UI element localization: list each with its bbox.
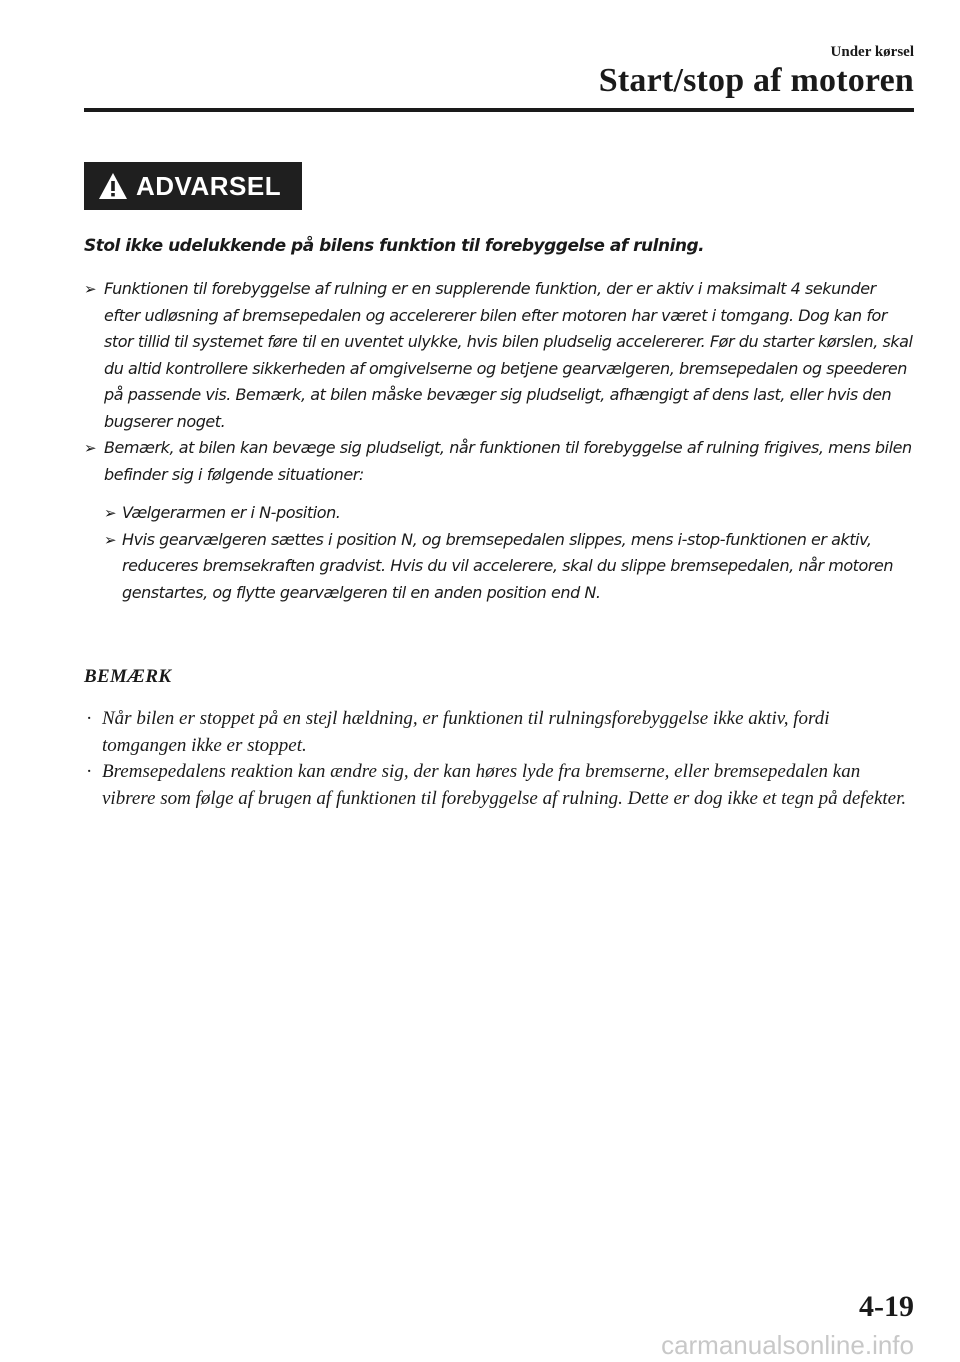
warning-subitem-text: Hvis gearvælgeren sættes i position N, og bremsepedalen slippes, mens i-stop-funktionen er aktiv, reduceres bremsekraften gradvist. Hvis du vil accelerere, skal du slippe bremsepedalen, når motoren genstartes, og flytte gearvælgeren til en anden position end N.	[122, 529, 894, 602]
page-title: Start/stop af motoren	[598, 62, 914, 99]
note-item-text: Bremsepedalens reaktion kan ændre sig, der kan høres lyde fra bremserne, eller bremsepedalen kan vibrere som følge af brugen af funktionen til forebyggelse af rulning. Dette er dog ikke et tegn på defekter.	[102, 761, 907, 809]
note-item-text: Når bilen er stoppet på en stejl hældning, er funktionen til rulningsforebyggelse ikke aktiv, fordi tomgangen ikke er stoppet.	[102, 708, 830, 756]
list-item	[84, 759, 914, 812]
page-number: 4-19	[859, 1290, 914, 1323]
warning-triangle-icon	[98, 172, 128, 200]
list-item	[104, 527, 914, 607]
list-item	[84, 435, 914, 488]
bullet-dot-icon: ·	[86, 761, 93, 782]
warning-badge	[84, 162, 302, 210]
arrow-bullet-icon: ➢	[104, 504, 117, 522]
warning-list	[84, 276, 914, 606]
warning-label: ADVARSEL	[136, 170, 282, 201]
section-name: Under kørsel	[830, 44, 914, 60]
warning-heading: Stol ikke udelukkende på bilens funktion til forebyggelse af rulning.	[84, 236, 705, 256]
warning-sub-list	[84, 500, 914, 606]
list-item	[84, 276, 914, 435]
arrow-bullet-icon: ➢	[84, 439, 97, 457]
warning-item-text: Bemærk, at bilen kan bevæge sig pludseligt, når funktionen til forebyggelse af rulning frigives, mens bilen befinder sig i følgende situationer:	[104, 438, 912, 484]
note-title: BEMÆRK	[84, 666, 172, 687]
watermark: carmanualsonline.info	[661, 1330, 914, 1360]
list-item	[104, 500, 914, 527]
warning-subitem-text: Vælgerarmen er i N-position.	[122, 503, 341, 522]
bullet-dot-icon: ·	[86, 708, 93, 729]
warning-item-text: Funktionen til forebyggelse af rulning er en supplerende funktion, der er aktiv i maksimalt 4 sekunder efter udløsning af bremsepedalen og accelererer bilen efter motoren har været i tomgang. Dog kan for stor tillid til systemet føre til en uventet ulykke, hvis bilen pludselig accelererer. Før du starter kørslen, skal du altid kontrollere sikkerheden af omgivelserne og betjene gearvælgeren, bremsepedalen og speederen på passende vis. Bemærk, at bilen måske bevæger sig pludseligt, afhængigt af dens last, eller hvis den bugserer noget.	[104, 279, 913, 431]
list-item	[84, 706, 914, 759]
note-list	[84, 706, 914, 812]
arrow-bullet-icon: ➢	[84, 280, 97, 298]
header-divider	[84, 108, 914, 112]
arrow-bullet-icon: ➢	[104, 530, 117, 549]
